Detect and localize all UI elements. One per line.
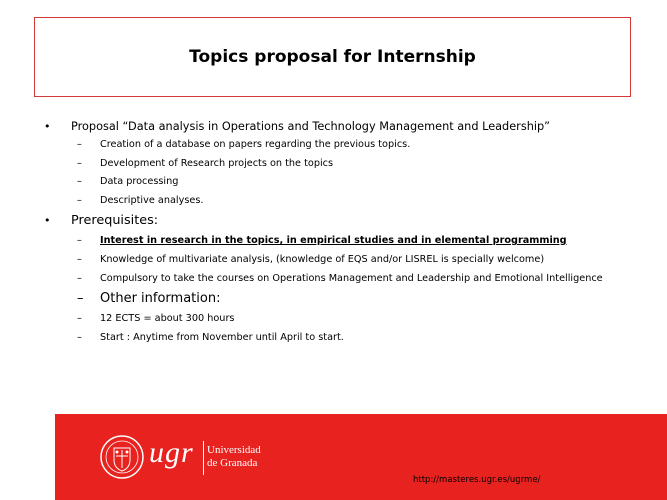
slide-content bbox=[44, 118, 644, 347]
prerequisite-subitem bbox=[44, 269, 644, 288]
dash-icon: – bbox=[77, 139, 82, 150]
dash-icon: – bbox=[77, 253, 82, 265]
dash-icon: – bbox=[77, 157, 82, 169]
proposal-subitem bbox=[44, 192, 644, 211]
footer-url-link[interactable]: http://masteres.ugr.es/ugrme/ bbox=[413, 475, 541, 485]
proposal-subitem bbox=[44, 136, 644, 155]
ugr-logo: ugr bbox=[149, 436, 194, 469]
footer-banner bbox=[55, 414, 667, 500]
other-subitem bbox=[44, 310, 644, 329]
university-name bbox=[207, 444, 261, 470]
bullet-icon: • bbox=[44, 214, 51, 227]
dash-icon: – bbox=[77, 235, 82, 246]
prerequisites-item bbox=[44, 210, 644, 232]
prerequisite-subitem bbox=[44, 251, 644, 270]
prerequisites-label: Prerequisites bbox=[71, 213, 154, 228]
subitem-text: Development of Research projects on the topics bbox=[100, 157, 334, 169]
title-box bbox=[34, 17, 631, 97]
other-info-label: Other information: bbox=[100, 291, 221, 306]
dash-icon: – bbox=[77, 313, 82, 324]
other-subitem bbox=[44, 329, 644, 348]
university-line1: Universidad bbox=[207, 444, 261, 456]
bullet-icon: • bbox=[44, 120, 51, 133]
subitem-text: 12 ECTS = about 300 hours bbox=[100, 313, 235, 324]
slide-title: Topics proposal for Internship bbox=[189, 47, 476, 67]
subitem-text: Data processing bbox=[100, 176, 179, 187]
dash-icon: – bbox=[77, 273, 82, 284]
dash-icon: – bbox=[77, 194, 82, 206]
subitem-text: Descriptive analyses. bbox=[100, 194, 204, 206]
dash-icon: – bbox=[77, 331, 82, 343]
logo-divider bbox=[203, 441, 204, 475]
subitem-text: Compulsory to take the courses on Operations Management and Leadership and Emotional Intelligence bbox=[100, 273, 603, 284]
dash-icon: – bbox=[77, 291, 84, 306]
prerequisites-suffix: : bbox=[153, 213, 159, 228]
prerequisite-subitem bbox=[44, 232, 644, 251]
dash-icon: – bbox=[77, 176, 82, 187]
proposal-subitem bbox=[44, 173, 644, 192]
subitem-text: Knowledge of multivariate analysis, (knowledge of EQS and/or LISREL is specially welcome) bbox=[100, 253, 545, 265]
proposal-subitem bbox=[44, 155, 644, 174]
proposal-item bbox=[44, 118, 644, 136]
subitem-text: Start : Anytime from November until April to start. bbox=[100, 331, 344, 343]
other-info-heading bbox=[44, 288, 644, 310]
subitem-text: Interest in research in the topics, in empirical studies and in elemental programming bbox=[100, 235, 567, 246]
subitem-text: Creation of a database on papers regarding the previous topics. bbox=[100, 139, 411, 150]
university-line2: de Granada bbox=[207, 457, 258, 469]
university-seal-icon bbox=[99, 434, 145, 480]
proposal-text: Proposal “Data analysis in Operations and Technology Management and Leadership” bbox=[71, 120, 551, 133]
